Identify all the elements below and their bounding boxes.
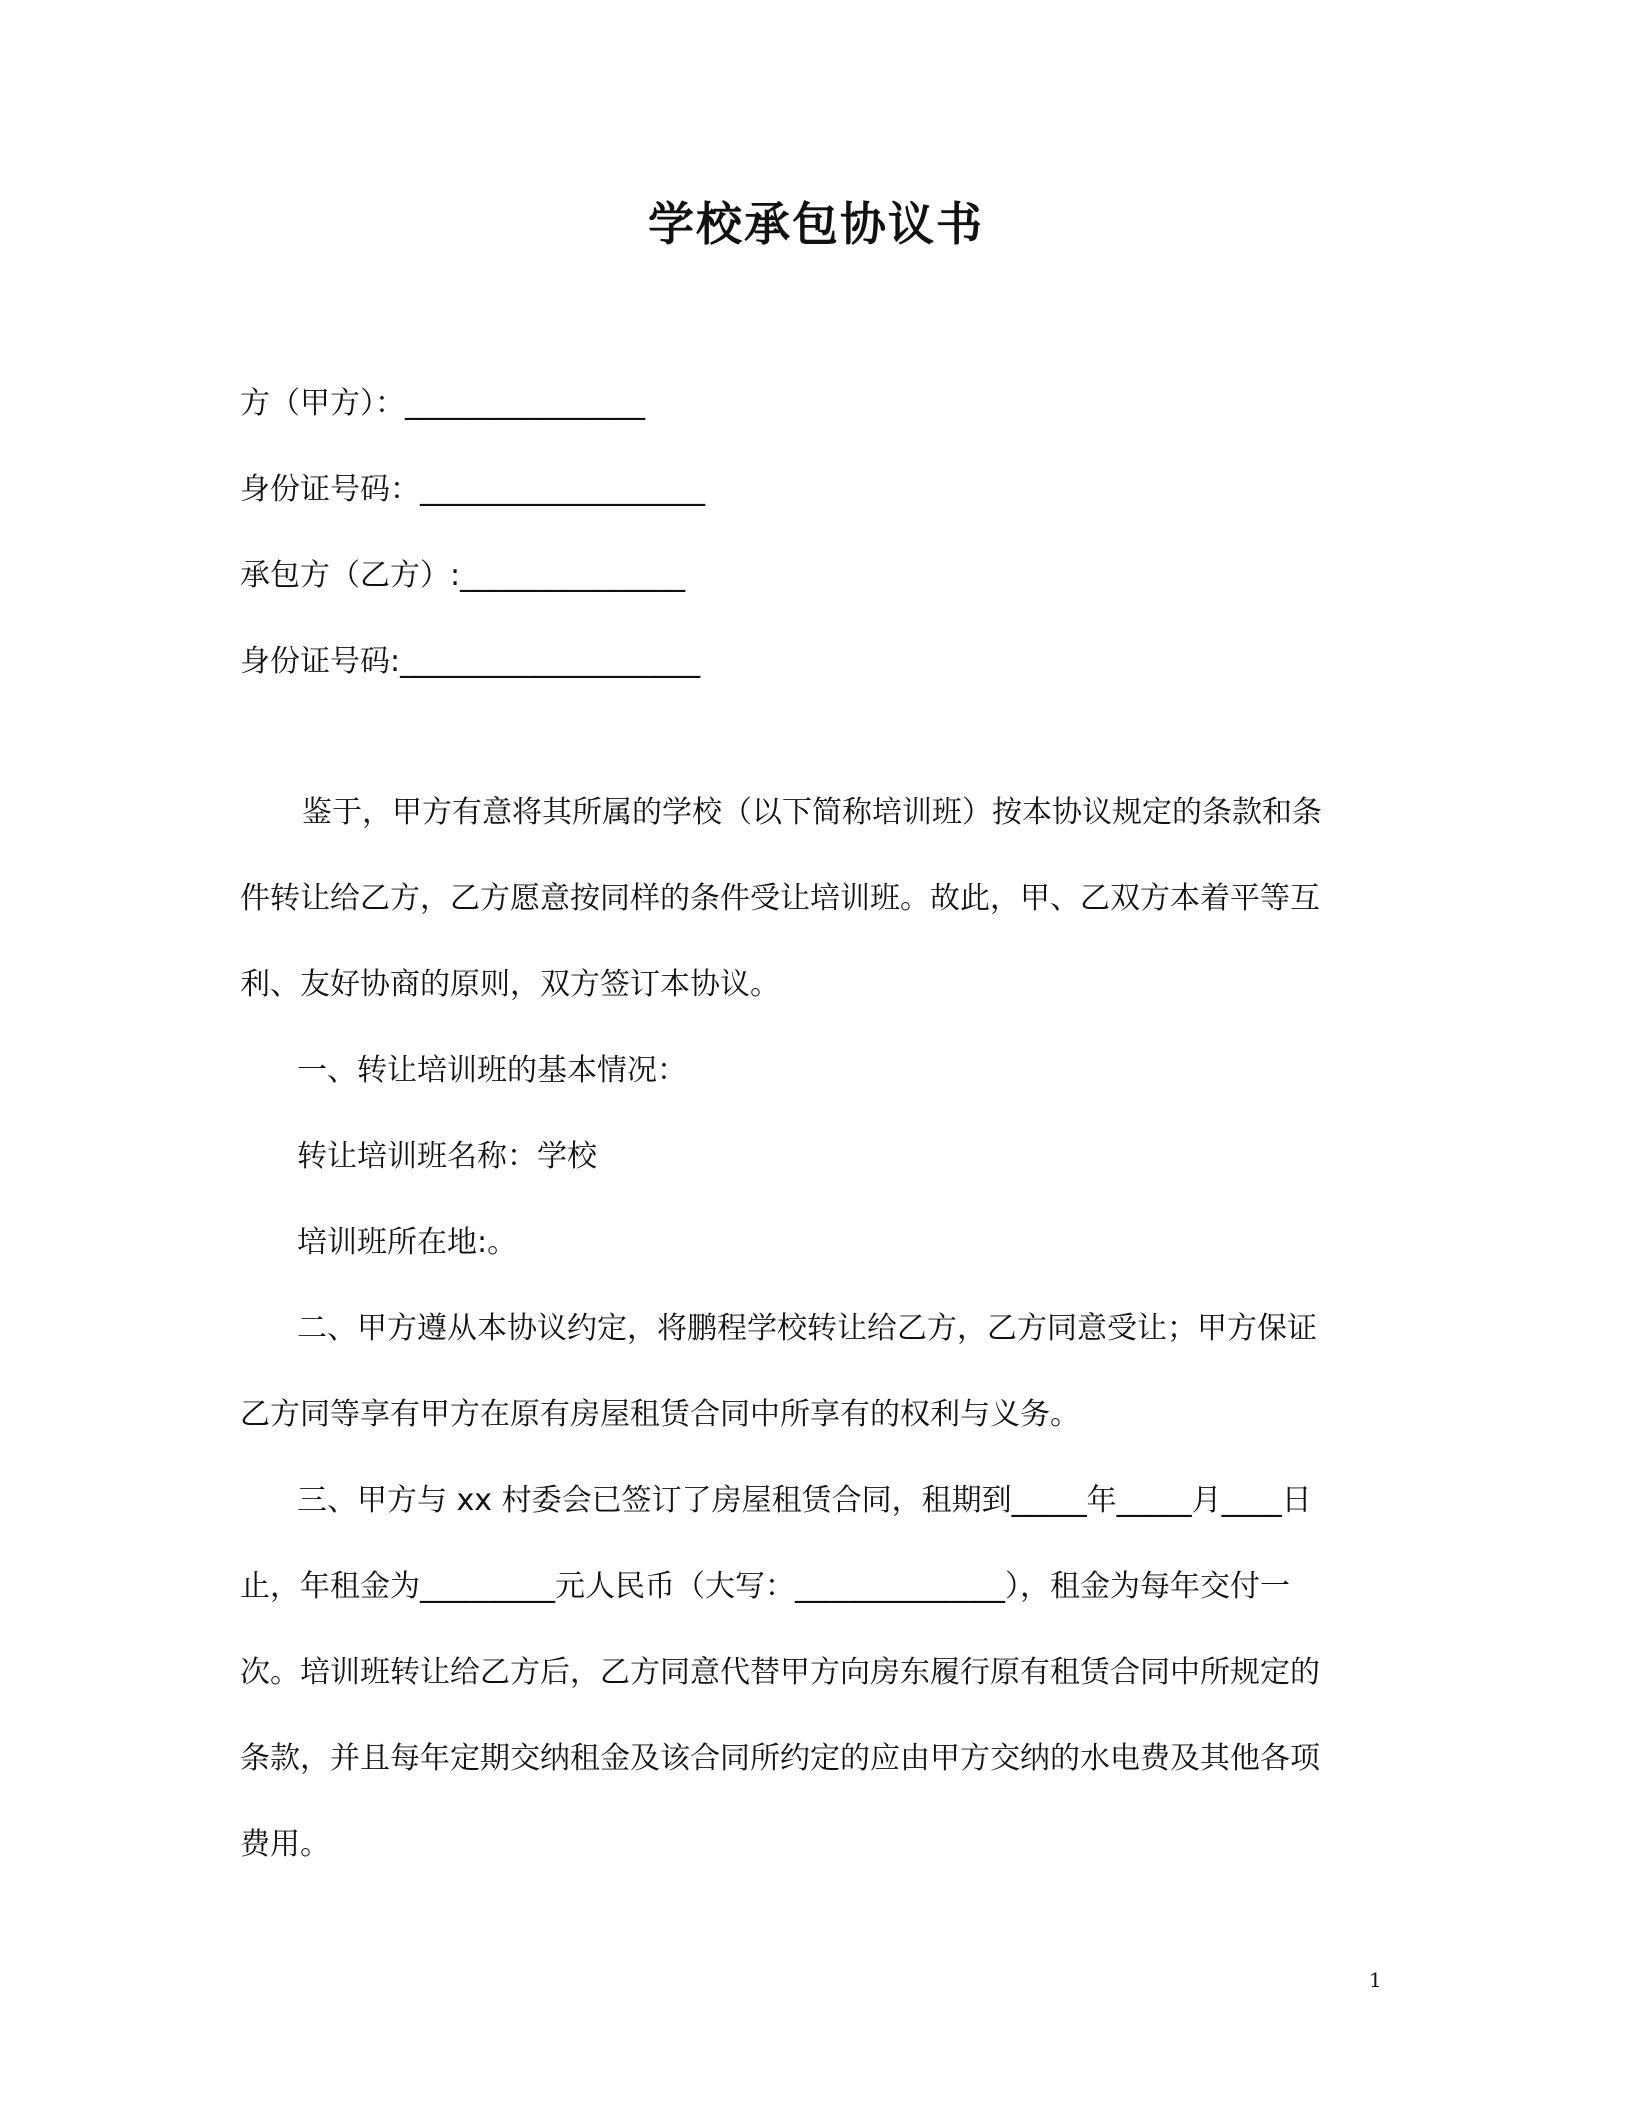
party-b-line: 承包方（乙方）:_______________ <box>240 558 686 593</box>
document-title: 学校承包协议书 <box>648 197 984 251</box>
preamble-line: 鉴于，甲方有意将其所属的学校（以下简称培训班）按本协议规定的条款和条 <box>302 795 1322 830</box>
section3-line: 三、甲方与 xx 村委会已签订了房屋租赁合同，租期到_____年_____月____日 <box>297 1483 1312 1518</box>
party-a-line: 方（甲方）：________________ <box>240 386 645 421</box>
party-b-id-line: 身份证号码:____________________ <box>240 644 701 679</box>
school-location-line: 培训班所在地:。 <box>297 1225 518 1260</box>
section3-line: 止，年租金为_________元人民币（大写：______________），租金为每年交付一 <box>240 1569 1290 1604</box>
party-a-id-line: 身份证号码：___________________ <box>240 472 705 507</box>
page-number: 1 <box>1369 1968 1382 1992</box>
section2-line: 二、甲方遵从本协议约定，将鹏程学校转让给乙方，乙方同意受让；甲方保证 <box>297 1311 1317 1346</box>
section3-line: 次。培训班转让给乙方后，乙方同意代替甲方向房东履行原有租赁合同中所规定的 <box>240 1655 1320 1690</box>
preamble-line: 件转让给乙方，乙方愿意按同样的条件受让培训班。故此，甲、乙双方本着平等互 <box>240 881 1320 916</box>
section1-heading: 一、转让培训班的基本情况： <box>297 1053 687 1088</box>
section3-line: 条款，并且每年定期交纳租金及该合同所约定的应由甲方交纳的水电费及其他各项 <box>240 1741 1320 1776</box>
section3-line: 费用。 <box>240 1827 330 1862</box>
preamble-line: 利、友好协商的原则，双方签订本协议。 <box>240 967 780 1002</box>
section2-line: 乙方同等享有甲方在原有房屋租赁合同中所享有的权利与义务。 <box>240 1397 1080 1432</box>
school-name-line: 转让培训班名称：学校 <box>297 1139 597 1174</box>
